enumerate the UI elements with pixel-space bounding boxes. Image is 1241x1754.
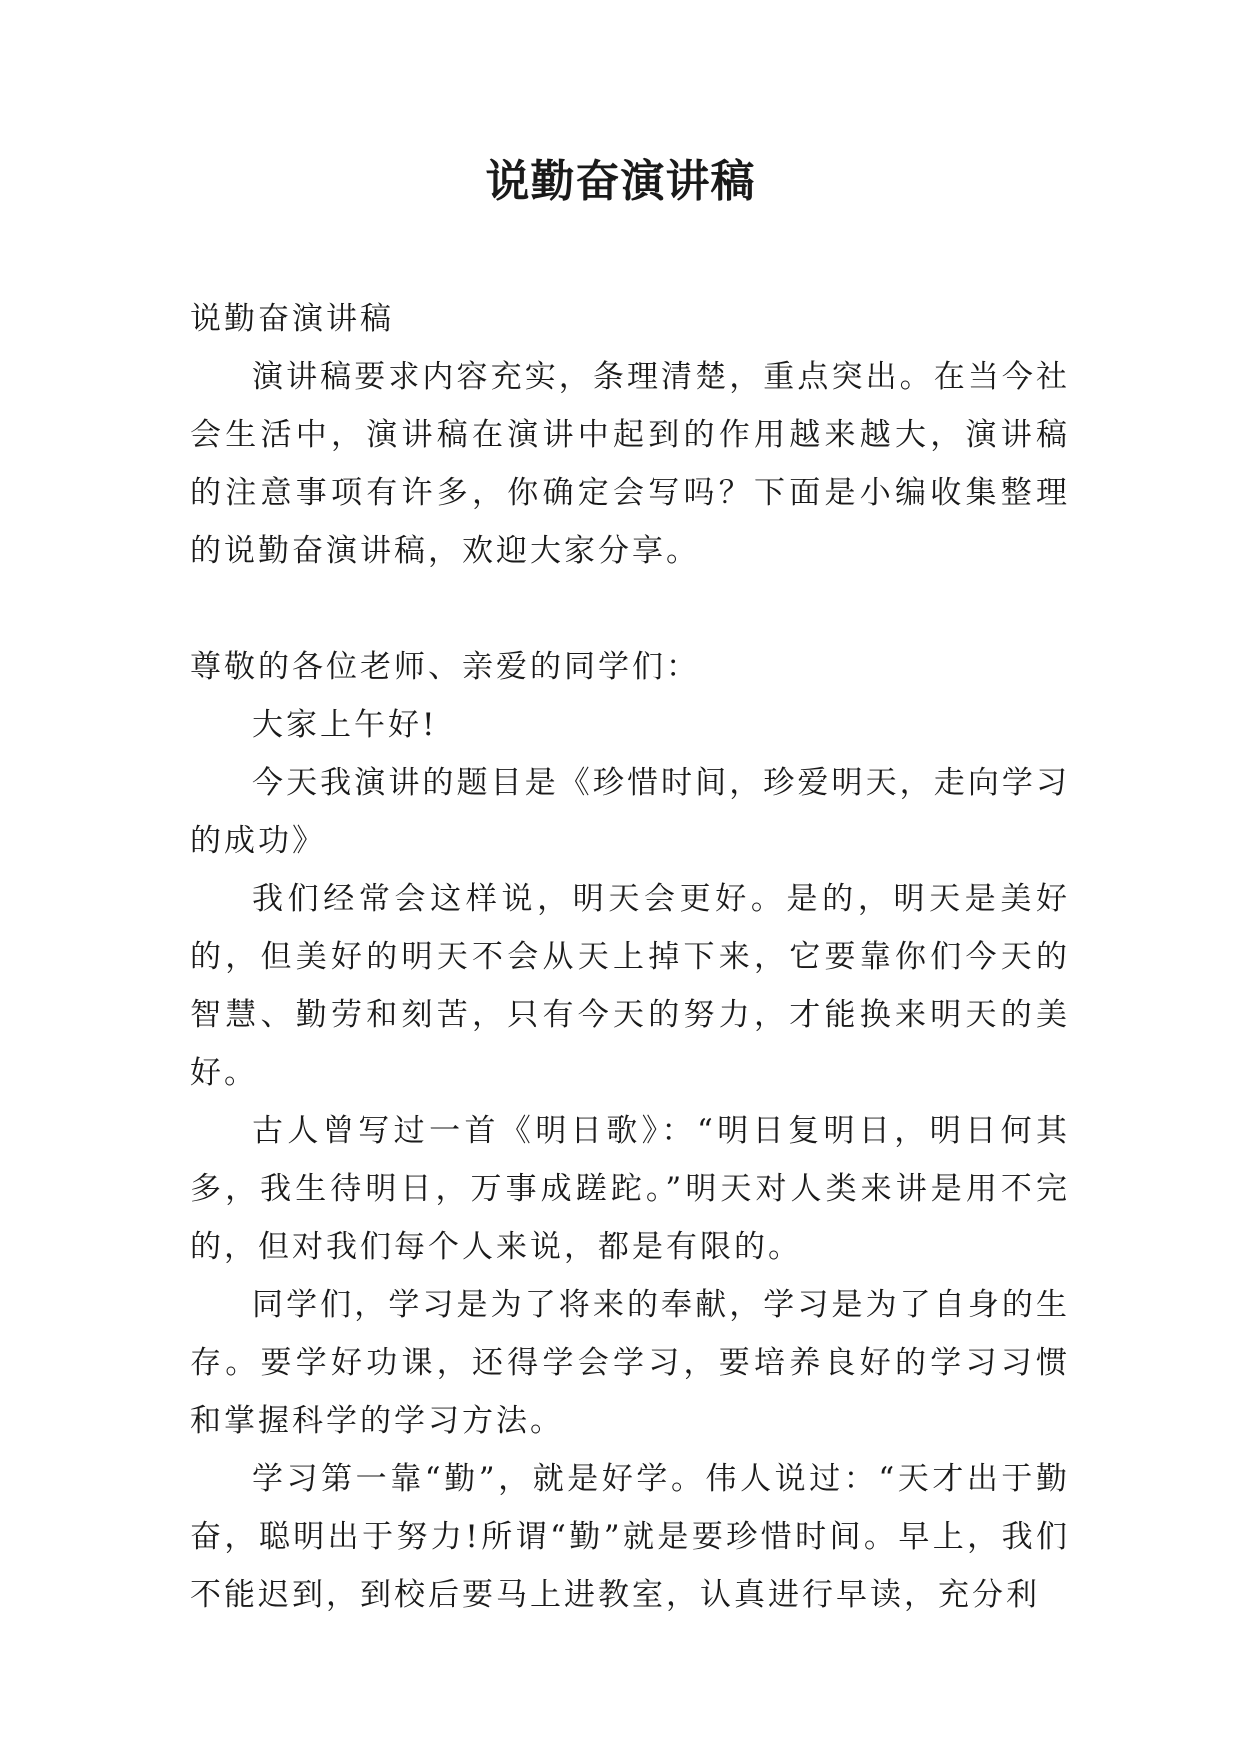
paragraph-intro: 演讲稿要求内容充实，条理清楚，重点突出。在当今社会生活中，演讲稿在演讲中起到的作用越来越大，演讲稿的注意事项有许多，你确定会写吗？下面是小编收集整理的说勤奋演讲稿，欢迎大家分享。 [190,359,1070,569]
paragraph-poem: 古人曾写过一首《明日歌》：“明日复明日，明日何其多，我生待明日，万事成蹉跎。”明天对人类来讲是用不完的，但对我们每个人来说，都是有限的。 [190,1113,1070,1265]
paragraph-diligence: 学习第一靠“勤”，就是好学。伟人说过：“天才出于勤奋，聪明出于努力!所谓“勤”就是要珍惜时间。早上，我们不能迟到，到校后要马上进教室，认真进行早读，充分利 [190,1461,1070,1613]
paragraph-salutation: 尊敬的各位老师、亲爱的同学们： [190,649,700,685]
paragraph-greeting: 大家上午好! [252,707,438,743]
paragraph-heading: 说勤奋演讲稿 [190,301,394,337]
document-body [190,290,1070,1624]
paragraph-topic: 今天我演讲的题目是《珍惜时间，珍爱明天，走向学习的成功》 [190,765,1070,859]
paragraph-learning: 同学们，学习是为了将来的奉献，学习是为了自身的生存。要学好功课，还得学会学习，要培养良好的学习习惯和掌握科学的学习方法。 [190,1287,1070,1439]
paragraph-tomorrow: 我们经常会这样说，明天会更好。是的，明天是美好的，但美好的明天不会从天上掉下来，它要靠你们今天的智慧、勤劳和刻苦，只有今天的努力，才能换来明天的美好。 [190,881,1070,1091]
document-title: 说勤奋演讲稿 [485,156,756,207]
